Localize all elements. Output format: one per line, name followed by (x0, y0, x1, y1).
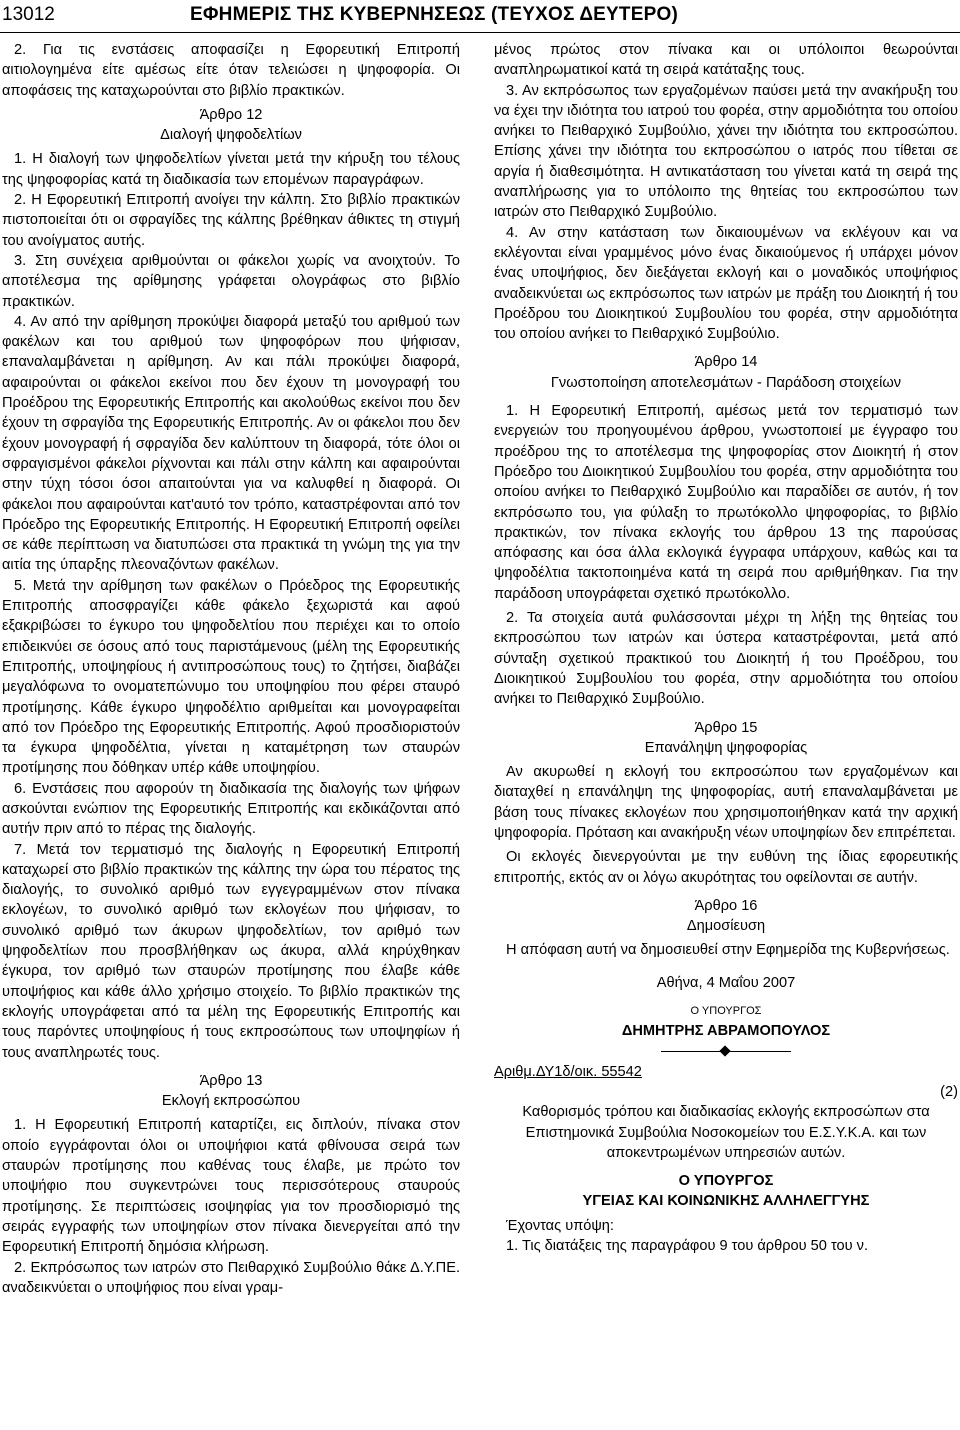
reference-row (494, 1062, 958, 1082)
reference-number: Αριθμ.ΔΥ1δ/οικ. 55542 (494, 1063, 642, 1080)
paragraph: 1. Η διαλογή των ψηφοδελτίων γίνεται μετά την κήρυξη του τέλους της ψηφοφορίας κατά τη διαδικασία των επομένων παραγράφων. (2, 151, 460, 188)
ministry-line-1: Ο ΥΠΟΥΡΓΟΣ (678, 1173, 774, 1190)
paragraph: 1. Η Εφορευτική Επιτροπή καταρτίζει, εις διπλούν, πίνακα στον οποίο εγγράφονται όλοι οι υποψήφιοι κατά φθίνουσα σειρά των σταυρών προτίμησης που καθένας τους έλαβε, με πρώτο τον υποψήφιο που συγκεντρώνει τους περισσότερους σταυρούς προτίμησης. Σε περιπτώσεις ισοψηφίας για τον προσδιορισμό της σειράς εγγραφής των υποψηφίων στον πίνακα διενεργείται από την Εφορευτική Επιτροπή δημόσια κλήρωση. (2, 1117, 460, 1256)
paragraph: 2. Εκπρόσωπος των ιατρών στο Πειθαρχικό Συμβούλιο θάκε Δ.Υ.ΠΕ. αναδεικνύεται ο υποψήφιος που είναι γραμ- (2, 1259, 460, 1296)
paragraph: Οι εκλογές διενεργούνται με την ευθύνη της ίδιας εφορευτικής επιτροπής, εκτός αν οι λόγω ακυρότητας του οφείλονται σε αυτήν. (494, 849, 958, 886)
paragraph: 5. Μετά την αρίθμηση των φακέλων ο Πρόεδρος της Εφορευτικής Επιτροπής αποσφραγίζει κάθε φάκελο ξεχωριστά και αφού εξακριβώσει το έγκυρο του ψηφοδελτίου που περιέχει και το οποίο επιδεικνύει σε όσους από τους παριστάμενους (μέλη της Εφορευτικής Επιτροπής, υποψηφίους ή αντιπροσώπους τους) το ζητήσει, διαβάζει μεγαλόφωνα το ονοματεπώνυμο του υποψηφίου που φέρει σταυρό προτίμησης. Κάθε έγκυρο ψηφοδέλτιο αριθμείται και μονογραφείται από τον Πρόεδρο της Εφορευτικής Επιτροπής. Αφού προσδιοριστούν τα έγκυρα ψηφοδέλτια, γίνεται η καταμέτρηση των σταυρών προτίμησης που δόθηκαν υπέρ κάθε υποψηφίου. (2, 577, 460, 777)
paragraph: 1. Τις διατάξεις της παραγράφου 9 του άρθρου 50 του ν. (506, 1238, 869, 1255)
minister-label: Ο ΥΠΟΥΡΓΟΣ (690, 1005, 762, 1018)
paragraph: Η απόφαση αυτή να δημοσιευθεί στην Εφημερίδα της Κυβερνήσεως. (506, 942, 950, 959)
ministry-line-2: ΥΓΕΙΑΣ ΚΑΙ ΚΟΙΝΩΝΙΚΗΣ ΑΛΛΗΛΕΓΓΥΗΣ (582, 1193, 870, 1210)
paragraph: 4. Αν στην κατάσταση των δικαιουμένων να εκλέγουν και να εκλέγονται είναι γραμμένος μόνο ένας δικαιούμενος ή υπάρχει μόνον ένας υποψήφιος, δεν διεξάγεται εκλογή και ο μοναδικός υποψήφιος αναδεικνύεται ως εκπρόσωπος των ιατρών με πράξη του Διοικητή ή του Προέδρου του Διοικητικού Συμβουλίου του φορέα, στην αρμοδιότητα του οποίου ανήκει το Πειθαρχικό Συμβούλιο. (494, 224, 958, 343)
paragraph: 3. Αν εκπρόσωπος των εργαζομένων παύσει μετά την ανακήρυξη του να έχει την ιδιότητα του ιατρού του φορέα, στην αρμοδιότητα του οποίου ανήκει το Πειθαρχικό Συμβούλιο, χάνει την ιδιότητα του εκπροσώπου. Επίσης χάνει την ιδιότητα του εκπροσώπου ο ιατρός που τίθεται σε αργία ή διαθεσιμότητα. Η αντικατάσταση του γίνεται κατά τη σειρά της αναπλήρωσης για το υπόλοιπο της θητείας του εκπροσώπου των ιατρών στο Πειθαρχικό Συμβούλιο. (494, 82, 958, 221)
page-number: 13012 (2, 4, 55, 25)
decision-title: Καθορισμός τρόπου και διαδικασίας εκλογής εκπροσώπων στα Επιστημονικά Συμβούλια Νοσοκομείων του Ε.Σ.Υ.Κ.Α. και των αποκεντρωμένων υπηρεσιών αυτών. (522, 1104, 930, 1161)
article-14-title: Άρθρο 14 (694, 354, 758, 371)
article-13-subtitle: Εκλογή εκπροσώπου (161, 1093, 301, 1110)
article-16-title: Άρθρο 16 (694, 897, 758, 914)
date-place: Αθήνα, 4 Μαΐου 2007 (656, 974, 796, 991)
article-12-subtitle: Διαλογή ψηφοδελτίων (160, 127, 302, 144)
page-header (0, 0, 960, 36)
paragraph: 2. Τα στοιχεία αυτά φυλάσσονται μέχρι τη λήξη της θητείας του εκπροσώπου των ιατρών και ύστερα καταστρέφονται, μετά από σύνταξη σχετικού πρακτικού του Διοικητή ή του Προέδρου, του Διοικητικού Συμβουλίου του φορέα, στην αρμοδιότητα του οποίου ανήκει το Πειθαρχικό Συμβούλιο. (494, 610, 958, 708)
left-column (2, 40, 460, 1298)
article-12-title: Άρθρο 12 (199, 106, 263, 123)
paragraph: 2. Για τις ενστάσεις αποφασίζει η Εφορευτική Επιτροπή αιτιολογημένα είτε αμέσως είτε όταν τελειώσει η ψηφοφορία. Οι αποφάσεις της καταχωρούνται στο βιβλίο πρακτικών. (2, 42, 460, 99)
reference-count: (2) (940, 1083, 958, 1100)
minister-name: ΔΗΜΗΤΡΗΣ ΑΒΡΑΜΟΠΟΥΛΟΣ (621, 1023, 831, 1040)
paragraph: 3. Στη συνέχεια αριθμούνται οι φάκελοι χωρίς να ανοιχτούν. Το αποτέλεσμα της αρίθμησης γράφεται ολογράφως στο βιβλίο πρακτικών. (2, 252, 460, 310)
article-14-subtitle: Γνωστοποίηση αποτελεσμάτων - Παράδοση στοιχείων (550, 374, 902, 391)
paragraph: 1. Η Εφορευτική Επιτροπή, αμέσως μετά τον τερματισμό των ενεργειών του προηγουμένου άρθρου, γνωστοποιεί με έγγραφο του προέδρου της το αποτέλεσμα της ψηφοφορίας στον Διοικητή ή στον Πρόεδρο του Διοικητικού Συμβουλίου του φορέα, στην αρμοδιότητα του οποίου ανήκει το Πειθαρχικό Συμβούλιο και παραδίδει σε αυτόν, ή τον εκπρόσωπο του, για φύλαξη το πρωτόκολλο ψηφοφορίας, το βιβλίο πρακτικών, τον πίνακα εκλογής του άρθρου 13 της παρούσας απόφασης και όσα άλλα εκλογικά έγγραφα υπάρχουν, καθώς και τα ψηφοδέλτια τακτοποιημένα κατά τη σειρά που αριθμήθηκαν. Για την παράδοση υπογράφεται σχετικό πρωτόκολλο. (494, 403, 958, 602)
having-regard: Έχοντας υπόψη: (506, 1217, 614, 1234)
article-16-subtitle: Δημοσίευση (686, 918, 766, 935)
paragraph: μένος πρώτος στον πίνακα και οι υπόλοιποι θεωρούνται αναπληρωματικοί κατά τη σειρά κατάταξης τους. (494, 42, 958, 79)
article-15-title: Άρθρο 15 (694, 719, 758, 736)
header-rule (0, 32, 960, 33)
paragraph: 7. Μετά τον τερματισμό της διαλογής η Εφορευτική Επιτροπή καταχωρεί στο βιβλίο πρακτικών της κάλπης την ώρα του πέρατος της διαλογής, το συνολικό αριθμό των εγγεγραμμένων στον πίνακα εκλογέων, το συνολικό αριθμό των εκλογέων που ψήφισαν, το συνολικό αριθμό των άκυρων ψηφοδελτίων, τον αριθμό των ψηφοδελτίων που προσβλήθηκαν ως άκυρα, αλλά κηρύχθηκαν έγκυρα, τον αριθμό των σταυρών προτίμησης που έλαβε κάθε υποψήφιος και κάθε άλλο χρήσιμο στοιχείο. Το βιβλίο πρακτικών της εκλογής υπογράφεται από τα μέλη της Εφορευτικής Επιτροπής και τους παρόντες υποψηφίους ή τους εκπροσώπους των υποψηφίων ή τους αναπληρωτές τους. (2, 841, 460, 1061)
paragraph: 4. Αν από την αρίθμηση προκύψει διαφορά μεταξύ του αριθμού των φακέλων και του αριθμού των ψηφοφόρων που ψήφισαν, επαναλαμβάνεται η αρίθμηση. Αν και πάλι προκύψει διαφορά, αφαιρούνται οι φάκελοι εκείνοι που δεν έχουν τη μονογραφή του Προέδρου της Εφορευτικής Επιτροπής και ακολούθως εκείνοι που δεν έχουν τη σφραγίδα της Εφορευτικής Επιτροπής. Αν οι φάκελοι που δεν έχουν μονογραφή ή σφραγίδα δεν καλύπτουν τη διαφορά, τότε όλοι οι σφραγισμένοι φάκελοι ρίχνονται και πάλι στην κάλπη και αφαιρούνται στην τύχη τόσοι όσοι απαιτούνται για να καλυφθεί η διαφορά. Οι φάκελοι που αφαιρούνται κατ'αυτό τον τρόπο, καταστρέφονται από τον Πρόεδρο της Εφορευτικής Επιτροπής. Η Εφορευτική Επιτροπή οφείλει σε κάθε περίπτωση να διατυπώσει στα πρακτικά τη γνώμη της για την αιτία της ύπαρξης πλεοναζόντων φακέλων. (2, 313, 460, 574)
paragraph: 6. Ενστάσεις που αφορούν τη διαδικασία της διαλογής των ψήφων ασκούνται ενώπιον της Εφορευτικής Επιτροπής και εκδικάζονται από αυτήν πριν από το πέρας της διαλογής. (2, 780, 460, 838)
ornamental-rule (661, 1046, 791, 1056)
journal-title: ΕΦΗΜΕΡΙΣ ΤΗΣ ΚΥΒΕΡΝΗΣΕΩΣ (ΤΕΥΧΟΣ ΔΕΥΤΕΡΟ) (190, 4, 678, 25)
right-column (494, 40, 958, 1256)
reference-count-row (494, 1082, 958, 1102)
paragraph: 2. Η Εφορευτική Επιτροπή ανοίγει την κάλπη. Στο βιβλίο πρακτικών πιστοποιείται ότι οι σφραγίδες της κάλπης βρέθηκαν άθικτες τη στιγμή του ανοίγματος αυτής. (2, 192, 460, 249)
article-15-subtitle: Επανάληψη ψηφοφορίας (644, 739, 808, 756)
paragraph: Αν ακυρωθεί η εκλογή του εκπροσώπου των εργαζομένων και διαταχθεί η επανάληψη της ψηφοφορίας, αυτή επαναλαμβάνεται με βάση τους πίνακες εκλογέων που χρησιμοποιήθηκαν κατά την αρχική ψηφοφορία. Πρόταση και ανακήρυξη νέων υποψηφίων δεν επιτρέπεται. (494, 764, 958, 841)
article-13-title: Άρθρο 13 (199, 1072, 263, 1089)
